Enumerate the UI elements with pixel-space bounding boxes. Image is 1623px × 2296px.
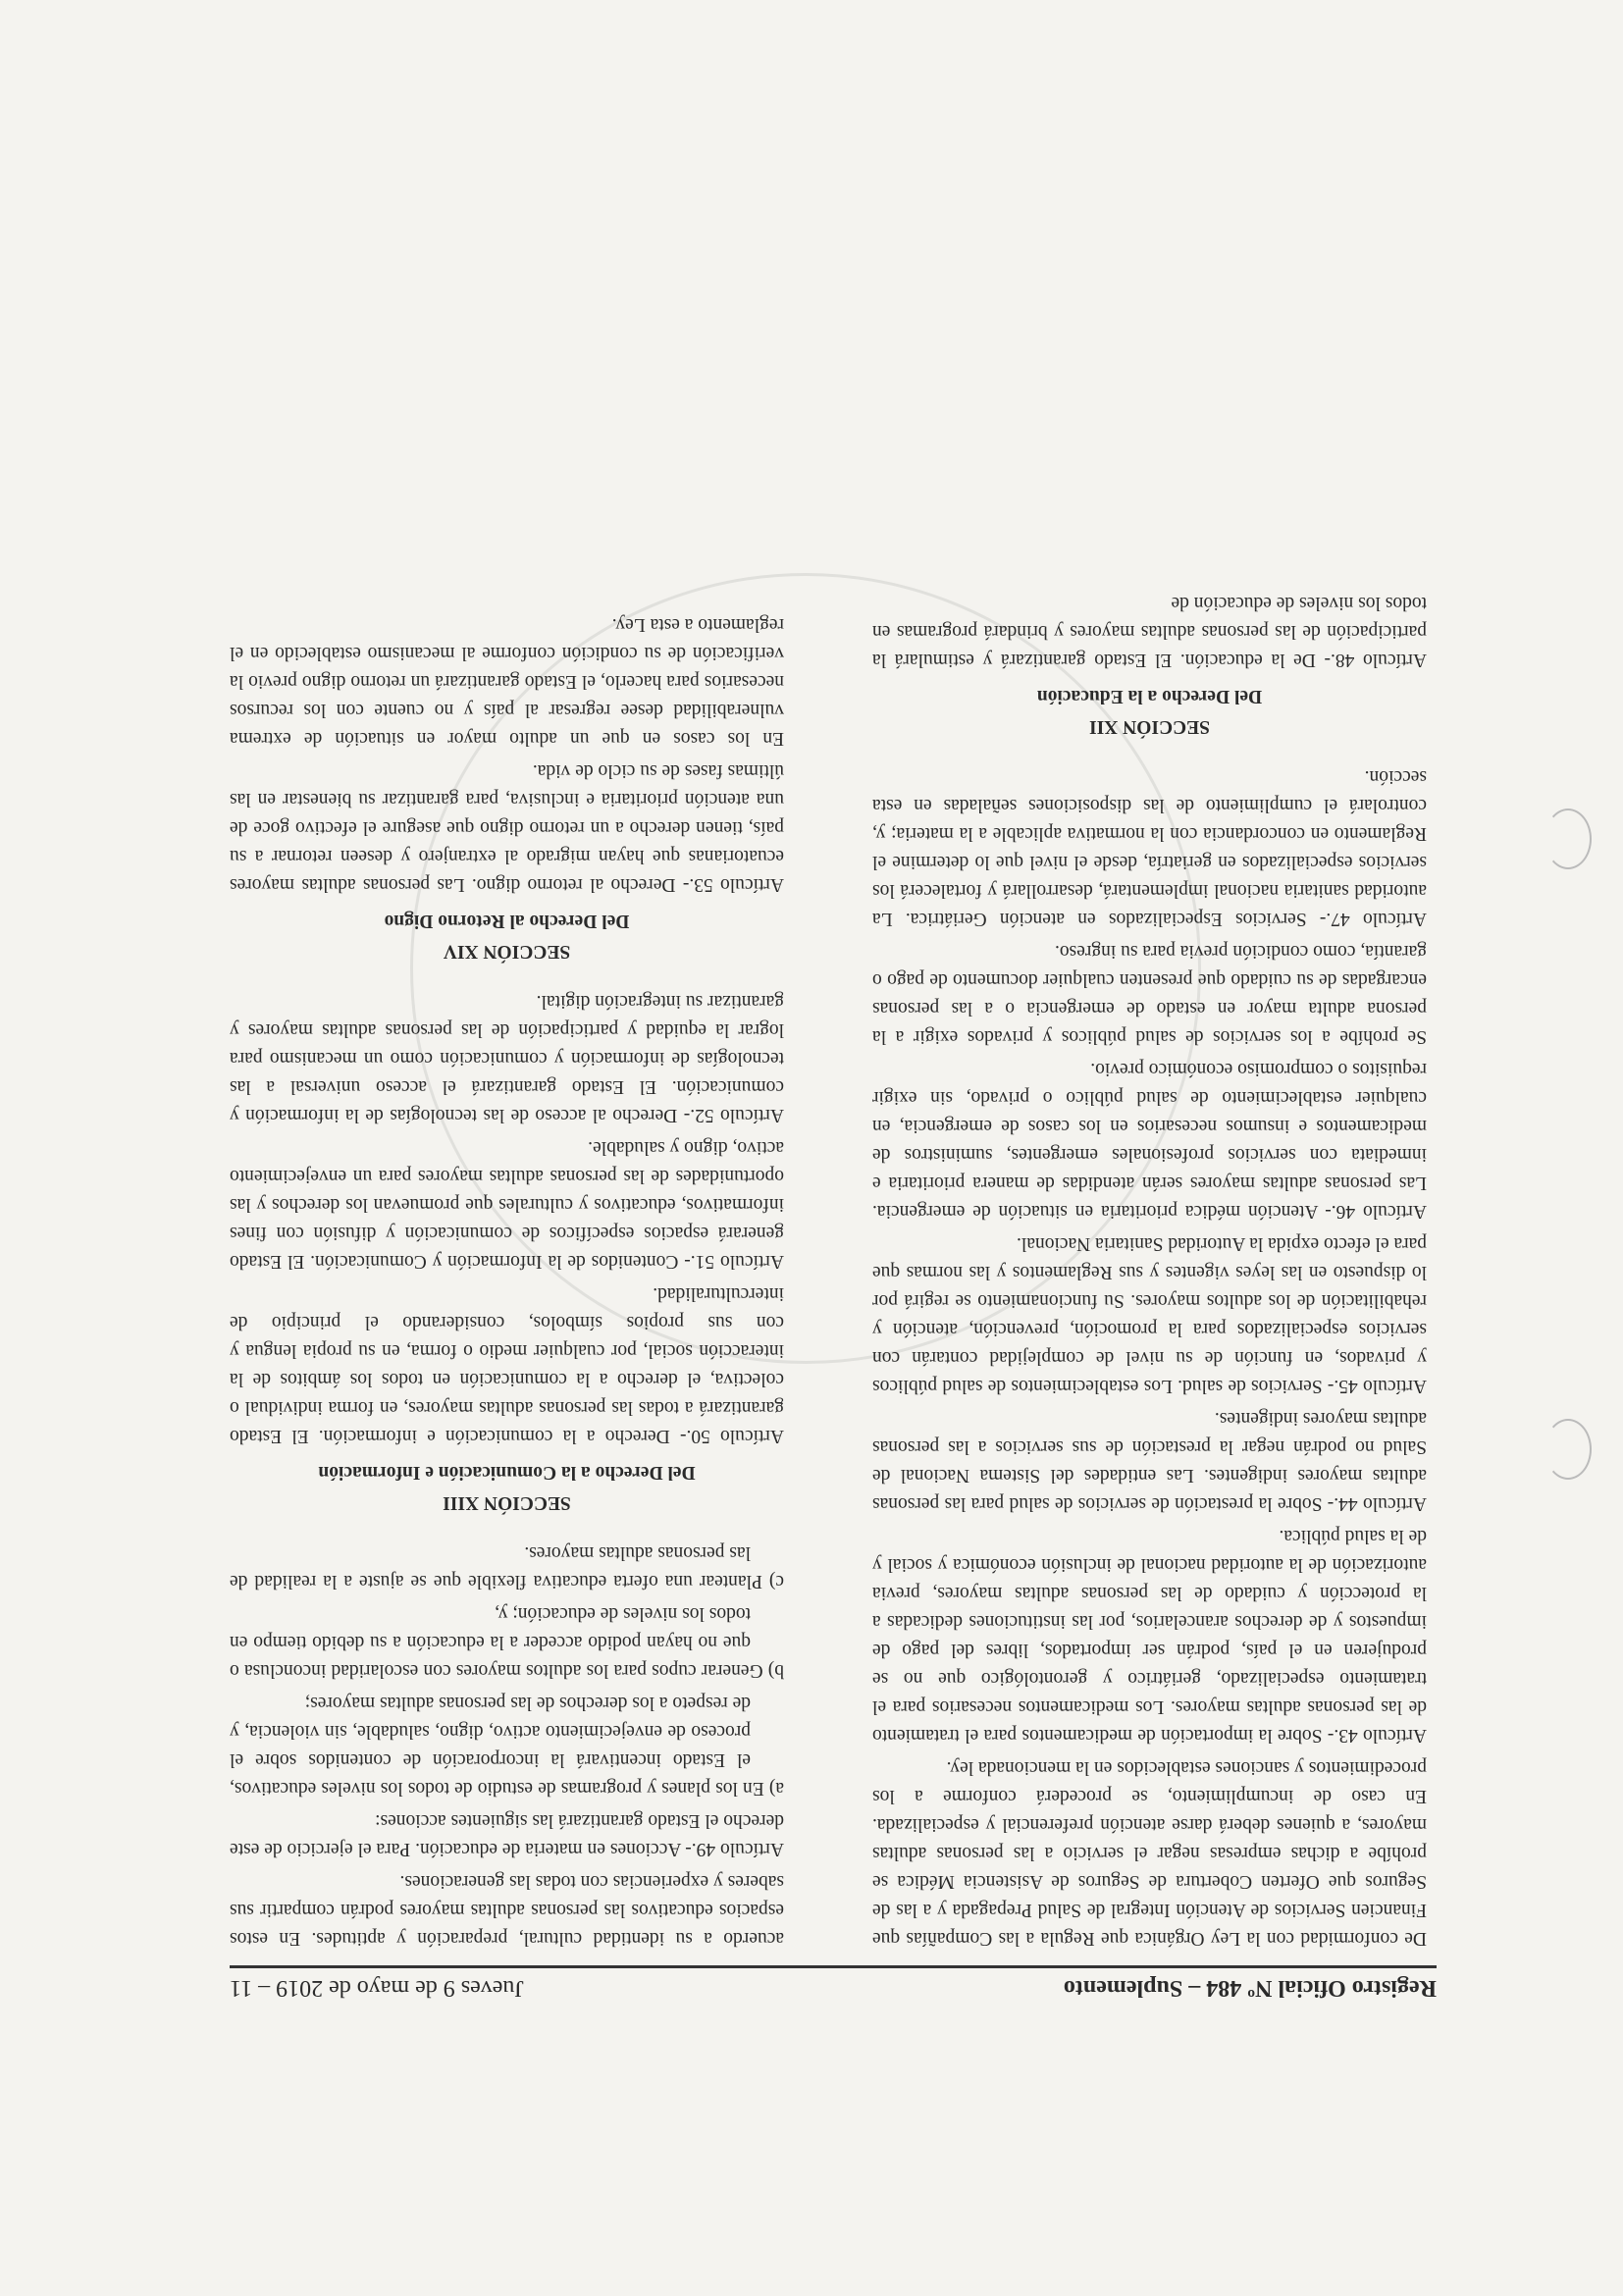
- section-subtitle: Del Derecho a la Comunicación e Información: [318, 1462, 696, 1483]
- page-header: [230, 1965, 1437, 2013]
- paragraph: acuerdo a su identidad cultural, preparación y aptitudes. En estos espacios educativos las personas adultas mayores podrán compartir sus saberes y experiencias con todas las generaciones.: [230, 1871, 784, 1949]
- section-heading: SECCIÓN XII: [1089, 716, 1210, 737]
- punch-hole: [1544, 1419, 1592, 1480]
- paragraph: En los casos en que un adulto mayor en situación de extrema vulnerabilidad desee regresar al país y no cuente con los recursos necesarios para hacerlo, el Estado garantizará un retorno digno previo la verificación de su condición conforme al mecanismo establecido en el reglamento a esta Ley.: [230, 614, 784, 749]
- section-heading: SECCIÓN XIII: [443, 1492, 571, 1513]
- header-date-page: Jueves 9 de mayo de 2019 – 11: [230, 1975, 524, 2001]
- paragraph: Artículo 44.- Sobre la prestación de servicios de salud para las personas adultas mayores indigentes. Las entidades del Sistema Nacional de Salud no podrán negar la prestación de sus servicios a las personas adultas mayores indigentes.: [872, 1408, 1427, 1514]
- paragraph: De conformidad con la Ley Orgánica que Regula a las Compañías que Financien Servicios de Atención Integral de Salud Prepagada y a las de Seguros que Oferten Cobertura de Seguros de Asistencia Médica se prohíbe a dichas empresas negar el servicio a las personas adultas mayores, a quienes deberá darse atención preferencial y especializada. En caso de incumplimiento, se procederá conforme a los procedimientos y sanciones establecidos en la mencionada ley.: [872, 1757, 1427, 1949]
- paragraph: Se prohíbe a los servicios de salud públicos y privados exigir a la persona adulta mayor en estado de emergencia o a las personas encargadas de su cuidado que presenten cualquier documento de pago o garantía, como condición previa para su ingreso.: [872, 941, 1427, 1047]
- section-heading: SECCIÓN XIV: [443, 941, 571, 962]
- section-subtitle: Del Derecho al Retorno Digno: [384, 911, 630, 931]
- paragraph: Artículo 46.- Atención médica prioritaria en situación de emergencia. Las personas adultas mayores serán atendidas de manera prioritaria e inmediata con servicios profesionales emergentes, suministros de medicamentos e insumos necesarios en los casos de emergencia, en cualquier establecimiento de salud público o privado, sin exigir requisitos o compromiso económico previo.: [872, 1059, 1427, 1222]
- header-publication: Registro Oficial Nº 484 – Suplemento: [1063, 1975, 1437, 2001]
- paragraph: Artículo 47.- Servicios Especializados en atención Geriátrica. La autoridad sanitaria nacional implementará, desarrollará y fortalecerá los servicios especializados en geriatría, desde el nivel que lo determine el Reglamento en concordancia con la normativa aplicable a la materia; y, controlará el cumplimiento de las disposiciones señaladas en esta sección.: [872, 766, 1427, 929]
- punch-hole: [1544, 809, 1592, 869]
- section-subtitle: Del Derecho a la Educación: [1036, 686, 1263, 706]
- right-column: [230, 606, 784, 1953]
- list-item: b) Generar cupos para los adultos mayores con escolaridad inconclusa o que no hayan podido acceder a la educación a su debido tiempo en todos los niveles de educación; y,: [230, 1603, 784, 1681]
- list-item: a) En los planes y programas de estudio de todos los niveles educativos, el Estado incentivará la incorporación de contenidos sobre el proceso de envejecimiento activo, digno, saludable, sin violencia, y de respeto a los derechos de las personas adultas mayores;: [230, 1693, 784, 1799]
- paragraph: Artículo 53.- Derecho al retorno digno. Las personas adultas mayores ecuatorianas que hayan migrado al extranjero y deseen retornar a su país, tienen derecho a un retorno digno que asegure el efectivo goce de una atención prioritaria e inclusiva, para garantizar su bienestar en las últimas fases de su ciclo de vida.: [230, 760, 784, 895]
- paragraph: Artículo 50.- Derecho a la comunicación e información. El Estado garantizará a todas las personas adultas mayores, en forma individual o colectiva, el derecho a la comunicación en todos los ámbitos de la interacción social, por cualquier medio o forma, en su propia lengua y con sus propios símbolos, considerando el principio de interculturalidad.: [230, 1283, 784, 1446]
- paragraph: Artículo 43.- Sobre la importación de medicamentos para el tratamiento de las personas adultas mayores. Los medicamentos necesarios para el tratamiento especializado, geriátrico y gerontológico que no se produjeren en el país, podrán ser importados, libres del pago de impuestos y de derechos arancelarios, por las instituciones dedicadas a la protección y cuidado de las personas adultas mayores, previa autorización de la autoridad nacional de inclusión económica y social y de la salud pública.: [872, 1526, 1427, 1746]
- list-item: c) Plantear una oferta educativa flexible que se ajuste a la realidad de las personas adultas mayores.: [230, 1542, 784, 1592]
- paragraph: Artículo 49.- Acciones en materia de educación. Para el ejercicio de este derecho el Estado garantizará las siguientes acciones:: [230, 1810, 784, 1859]
- left-column: [872, 585, 1427, 1953]
- paragraph: Artículo 52.- Derecho al acceso de las tecnologías de la información y comunicación. El Estado garantizará el acceso universal a las tecnologías de información y comunicación como un mecanismo para lograr la equidad y participación de las personas adultas mayores y garantizar su integración digital.: [230, 991, 784, 1125]
- paragraph: Artículo 48.- De la educación. El Estado garantizará y estimulará la participación de las personas adultas mayores y brindará programas en todos los niveles de educación de: [872, 593, 1427, 670]
- paragraph: Artículo 45.- Servicios de salud. Los establecimientos de salud públicos y privados, en función de su nivel de complejidad contarán con servicios especializados para la promoción, prevención, atención y rehabilitación de los adultos mayores. Su funcionamiento se regirá por lo dispuesto en las leyes vigentes y sus Reglamentos y las normas que para el efecto expida la Autoridad Sanitaria Nacional.: [872, 1233, 1427, 1396]
- paragraph: Artículo 51.- Contenidos de la Información y Comunicación. El Estado generará espacios específicos de comunicación y difusión con fines informativos, educativos y culturales que promuevan los derechos y las oportunidades de las personas adultas mayores para un envejecimiento activo, digno y saludable.: [230, 1137, 784, 1272]
